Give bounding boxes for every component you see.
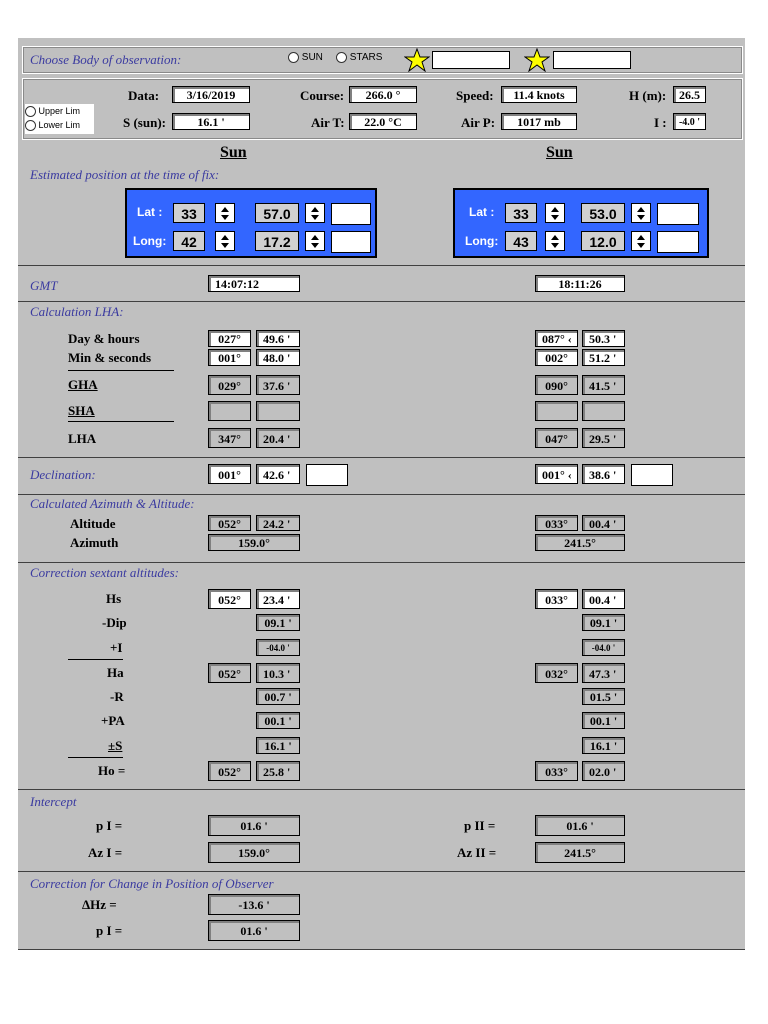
- choose-body-label: Choose Body of observation:: [30, 52, 182, 67]
- ms-deg-field[interactable]: 002°: [535, 349, 578, 366]
- stars-radio[interactable]: [336, 52, 382, 63]
- correction-section-label: Correction sextant altitudes:: [30, 565, 179, 580]
- lower-limb-option[interactable]: [25, 118, 94, 132]
- sha-min-field[interactable]: [256, 401, 300, 421]
- star-icon[interactable]: [404, 48, 430, 72]
- sha-deg-field[interactable]: [208, 401, 251, 421]
- az2-label: Az II =: [457, 845, 497, 860]
- p-change-field[interactable]: 01.6 ': [208, 920, 300, 941]
- speed-field[interactable]: 11.4 knots: [501, 86, 577, 103]
- underline: [68, 659, 123, 660]
- divider: [18, 301, 745, 302]
- sha-label: SHA: [68, 403, 95, 418]
- i-corr-field[interactable]: -04.0 ': [582, 639, 625, 656]
- divider: [18, 871, 745, 872]
- decl-dir-field[interactable]: [631, 464, 673, 486]
- day-deg-field[interactable]: 027°: [208, 330, 251, 347]
- lat-deg-spinner[interactable]: [545, 203, 565, 223]
- course-field[interactable]: 266.0 °: [349, 86, 417, 103]
- az2-field[interactable]: 241.5°: [535, 842, 625, 863]
- divider: [18, 265, 745, 266]
- decl-deg-field[interactable]: 001° ‹: [535, 464, 578, 484]
- az1-field[interactable]: 159.0°: [208, 842, 300, 863]
- p2-field[interactable]: 01.6 ': [535, 815, 625, 836]
- i-corr-label: +I: [110, 640, 123, 655]
- s-corr-field[interactable]: 16.1 ': [256, 737, 300, 754]
- long-label: Long:: [133, 234, 167, 248]
- intercept-section-label: Intercept: [30, 794, 77, 809]
- gmt-field-1[interactable]: 14:07:12: [208, 275, 300, 292]
- h-field[interactable]: 26.5: [673, 86, 706, 103]
- sha-deg-field[interactable]: [535, 401, 578, 421]
- gha-label: GHA: [68, 377, 98, 392]
- sun-radio-circle[interactable]: [288, 52, 299, 63]
- s-corr-label: ±S: [108, 738, 123, 753]
- course-label: Course:: [300, 88, 345, 103]
- gha-min-field[interactable]: 41.5 ': [582, 375, 625, 395]
- sun-title-2: Sun: [546, 144, 573, 161]
- day-hours-label: Day & hours: [68, 331, 140, 346]
- ha-deg-field[interactable]: 052°: [208, 663, 251, 683]
- lower-limb-label: Lower Lim: [38, 120, 81, 130]
- upper-limb-radio[interactable]: [25, 106, 36, 117]
- day-min-field[interactable]: 50.3 ': [582, 330, 625, 347]
- dip-field[interactable]: 09.1 ': [582, 614, 625, 631]
- lat-min-spinner[interactable]: [305, 203, 325, 223]
- star-icon[interactable]: [524, 48, 550, 72]
- az1-label: Az I =: [88, 845, 123, 860]
- ha-min-field[interactable]: 10.3 ': [256, 663, 300, 683]
- declination-label: Declination:: [30, 467, 96, 482]
- decl-min-field[interactable]: 42.6 ': [256, 464, 300, 484]
- gmt-label: GMT: [30, 278, 58, 293]
- star2-input[interactable]: [553, 51, 631, 69]
- lat-deg-spinner[interactable]: [215, 203, 235, 223]
- lha-deg-field[interactable]: 347°: [208, 428, 251, 448]
- day-min-field[interactable]: 49.6 ': [256, 330, 300, 347]
- lha-deg-field[interactable]: 047°: [535, 428, 578, 448]
- p-change-label: p I =: [96, 923, 123, 938]
- lha-section-label: Calculation LHA:: [30, 304, 124, 319]
- gha-deg-field[interactable]: 090°: [535, 375, 578, 395]
- data-label: Data:: [128, 88, 160, 103]
- ms-min-field[interactable]: 51.2 ': [582, 349, 625, 366]
- calc-section-label: Calculated Azimuth & Altitude:: [30, 496, 195, 511]
- long-min-field[interactable]: 12.0: [581, 231, 625, 251]
- limb-selector: [25, 104, 94, 134]
- divider: [18, 789, 745, 790]
- s-sun-label: S (sun):: [123, 115, 166, 130]
- air-p-field[interactable]: 1017 mb: [501, 113, 577, 130]
- dhz-field[interactable]: -13.6 ': [208, 894, 300, 915]
- long-deg-spinner[interactable]: [545, 231, 565, 251]
- divider: [18, 949, 745, 950]
- upper-limb-label: Upper Lim: [38, 106, 81, 116]
- dip-label: -Dip: [102, 615, 127, 630]
- lha-label: LHA: [68, 431, 97, 446]
- ms-deg-field[interactable]: 001°: [208, 349, 251, 366]
- hs-deg-field[interactable]: 033°: [535, 589, 578, 609]
- i-field[interactable]: -4.0 ': [673, 113, 706, 130]
- position-panel-2: [453, 188, 709, 258]
- long-label: Long:: [465, 234, 499, 248]
- alt-deg-field[interactable]: 033°: [535, 515, 578, 531]
- gha-deg-field[interactable]: 029°: [208, 375, 251, 395]
- lat-deg-field[interactable]: 33: [173, 203, 205, 223]
- change-section-label: Correction for Change in Position of Observer: [30, 876, 274, 891]
- pa-label: +PA: [101, 713, 125, 728]
- air-t-field[interactable]: 22.0 °C: [349, 113, 417, 130]
- lat-min-field[interactable]: 57.0: [255, 203, 299, 223]
- underline: [68, 421, 174, 422]
- divider: [18, 457, 745, 458]
- star1-input[interactable]: [432, 51, 510, 69]
- gha-min-field[interactable]: 37.6 ': [256, 375, 300, 395]
- hs-label: Hs: [106, 591, 122, 606]
- r-field[interactable]: 01.5 ': [582, 688, 625, 705]
- ho-min-field[interactable]: 02.0 ': [582, 761, 625, 781]
- upper-limb-option[interactable]: [25, 104, 94, 118]
- decl-min-field[interactable]: 38.6 ': [582, 464, 625, 484]
- azimuth-field[interactable]: 241.5°: [535, 534, 625, 551]
- lat-min-spinner[interactable]: [631, 203, 651, 223]
- sun-radio[interactable]: [288, 52, 323, 63]
- ha-label: Ha: [107, 665, 124, 680]
- hs-deg-field[interactable]: 052°: [208, 589, 251, 609]
- decl-dir-field[interactable]: [306, 464, 348, 486]
- divider: [18, 494, 745, 495]
- dip-field[interactable]: 09.1 ': [256, 614, 300, 631]
- sun-title-1: Sun: [220, 144, 247, 161]
- air-t-label: Air T:: [311, 115, 345, 130]
- i-label: I :: [654, 115, 667, 130]
- divider: [18, 562, 745, 563]
- long-min-field[interactable]: 17.2: [255, 231, 299, 251]
- long-dir-field[interactable]: [331, 231, 371, 253]
- estimated-position-label: Estimated position at the time of fix:: [30, 167, 220, 182]
- long-deg-field[interactable]: 43: [505, 231, 537, 251]
- r-field[interactable]: 00.7 ': [256, 688, 300, 705]
- ho-label: Ho =: [98, 763, 126, 778]
- data-field[interactable]: 3/16/2019: [172, 86, 250, 103]
- ho-deg-field[interactable]: 033°: [535, 761, 578, 781]
- long-min-spinner[interactable]: [631, 231, 651, 251]
- app-panel: [18, 38, 745, 950]
- s-sun-field[interactable]: 16.1 ': [172, 113, 250, 130]
- lat-dir-field[interactable]: [331, 203, 371, 225]
- lha-min-field[interactable]: 29.5 ': [582, 428, 625, 448]
- p2-label: p II =: [464, 818, 496, 833]
- underline: [68, 757, 123, 758]
- ha-deg-field[interactable]: 032°: [535, 663, 578, 683]
- azimuth-field[interactable]: 159.0°: [208, 534, 300, 551]
- day-deg-field[interactable]: 087° ‹: [535, 330, 578, 347]
- i-corr-field[interactable]: -04.0 ': [256, 639, 300, 656]
- hs-min-field[interactable]: 00.4 ': [582, 589, 625, 609]
- speed-label: Speed:: [456, 88, 494, 103]
- air-p-label: Air P:: [461, 115, 496, 130]
- long-deg-field[interactable]: 42: [173, 231, 205, 251]
- long-dir-field[interactable]: [657, 231, 699, 253]
- lower-limb-radio[interactable]: [25, 120, 36, 131]
- alt-min-field[interactable]: 00.4 ': [582, 515, 625, 531]
- ha-min-field[interactable]: 47.3 ': [582, 663, 625, 683]
- r-label: -R: [110, 689, 124, 704]
- long-deg-spinner[interactable]: [215, 231, 235, 251]
- gmt-field-2[interactable]: 18:11:26: [535, 275, 625, 292]
- ho-min-field[interactable]: 25.8 ': [256, 761, 300, 781]
- azimuth-label: Azimuth: [70, 535, 119, 550]
- underline: [68, 370, 174, 371]
- dhz-label: ΔHz =: [82, 897, 117, 912]
- stars-radio-label: STARS: [349, 52, 383, 64]
- hs-min-field[interactable]: 23.4 ': [256, 589, 300, 609]
- min-seconds-label: Min & seconds: [68, 350, 152, 365]
- lha-min-field[interactable]: 20.4 ': [256, 428, 300, 448]
- long-min-spinner[interactable]: [305, 231, 325, 251]
- pa-field[interactable]: 00.1 ': [582, 712, 625, 729]
- pa-field[interactable]: 00.1 ': [256, 712, 300, 729]
- ms-min-field[interactable]: 48.0 ': [256, 349, 300, 366]
- alt-deg-field[interactable]: 052°: [208, 515, 251, 531]
- p1-field[interactable]: 01.6 ': [208, 815, 300, 836]
- alt-min-field[interactable]: 24.2 ': [256, 515, 300, 531]
- s-corr-field[interactable]: 16.1 ': [582, 737, 625, 754]
- stars-radio-circle[interactable]: [336, 52, 347, 63]
- lat-deg-field[interactable]: 33: [505, 203, 537, 223]
- lat-min-field[interactable]: 53.0: [581, 203, 625, 223]
- position-panel-1: [125, 188, 377, 258]
- ho-deg-field[interactable]: 052°: [208, 761, 251, 781]
- altitude-label: Altitude: [70, 516, 116, 531]
- lat-dir-field[interactable]: [657, 203, 699, 225]
- h-label: H (m):: [629, 88, 667, 103]
- sun-radio-label: SUN: [301, 52, 323, 64]
- p1-label: p I =: [96, 818, 123, 833]
- lat-label: Lat :: [469, 205, 495, 219]
- lat-label: Lat :: [137, 205, 163, 219]
- sha-min-field[interactable]: [582, 401, 625, 421]
- decl-deg-field[interactable]: 001°: [208, 464, 251, 484]
